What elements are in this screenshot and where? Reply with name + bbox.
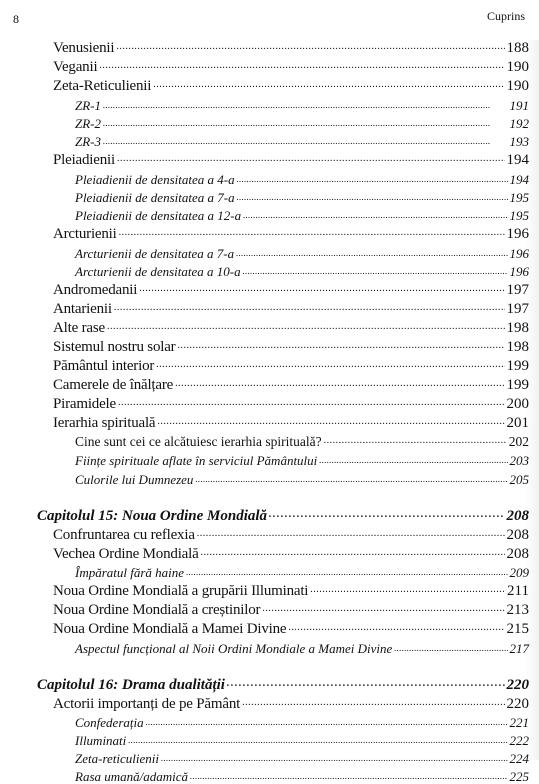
toc-entry [53,41,529,56]
toc-entry-page: 200 [506,396,529,412]
toc-entry-page: 196 [509,246,529,261]
leader-dots [177,341,504,351]
toc-entry-page: 224 [509,751,529,766]
toc-entry-title: Andromedanii [53,282,138,298]
toc-chapter [37,509,529,524]
leader-dots [190,771,507,781]
toc-entry-page: 195 [509,208,529,223]
leader-dots [195,474,507,484]
toc-entry-page: 198 [506,339,529,355]
toc-entry-page: 199 [506,377,529,393]
toc-entry-title: Pleiadienii de densitatea a 4-a [75,172,235,187]
toc-entry-title: Illuminati [75,733,127,748]
leader-dots [237,174,508,184]
leader-dots [262,604,504,614]
toc-entry-page: 190 [506,59,529,75]
running-head: Cuprins [486,9,525,23]
toc-entry-title: Antarienii [53,301,112,317]
toc-entry-page: 190 [506,78,529,94]
toc-entry-page: 202 [508,434,529,449]
toc-subentry [75,173,529,186]
page-header [0,0,539,30]
toc-entry-page: 192 [509,116,529,131]
toc-entry-title: Aspectul funcțional al Noii Ordini Mondiale a Mamei Divine [75,641,393,656]
toc-chapter [37,678,529,693]
toc-entry [53,378,529,393]
leader-dots [288,623,504,633]
toc-entry-page: 191 [509,98,529,113]
leader-dots [119,228,505,238]
toc-entry [53,416,529,431]
toc-entry-page: 199 [506,358,529,374]
toc-entry-page: 220 [506,696,529,712]
toc-entry-title: Noua Ordine Mondială a grupării Illuminati [53,583,309,599]
toc-entry-page: 209 [509,565,529,580]
toc-entry-page: 205 [509,472,529,487]
toc-subentry [75,135,529,148]
toc-entry [53,622,529,637]
toc-entry [53,302,529,317]
toc-entry-title: Camerele de înălțare [53,377,174,393]
leader-dots [237,192,508,202]
toc-entry-title: Piramidele [53,396,116,412]
leader-dots [139,284,504,294]
toc-entry-title: Cine sunt cei ce alcătuiesc ierarhia spirituală? [75,434,322,449]
toc-entry-title: Rasa umană/adamică [75,769,189,784]
toc-entry-title: Pleiadienii [53,152,115,168]
toc-entry-title: Culorile lui Dumnezeu [75,472,194,487]
toc-entry [53,60,529,75]
toc-entry-title: Ființe spirituale aflate în serviciul Pământului [75,453,318,468]
toc-entry-title: ZR-2 [75,116,101,131]
toc-entry-page: 194 [506,152,529,168]
toc-entry-title: Pământul interior [53,358,155,374]
leader-dots [103,136,508,146]
toc-entry-page: 197 [506,282,529,298]
toc-entry-page: 217 [509,641,529,656]
toc-entry-title: Venusienii [53,40,115,56]
toc-subentry [75,473,529,486]
toc-subentry [75,117,529,130]
leader-dots [161,753,508,763]
toc-entry-page: 196 [506,226,529,242]
leader-dots [117,154,505,164]
toc-entry-title: ZR-1 [75,98,101,113]
toc-entry [53,359,529,374]
toc-subentry [75,435,529,449]
toc-subentry [75,209,529,222]
leader-dots [128,735,507,745]
toc-entry-page: 208 [506,527,529,543]
toc-entry-page: 222 [509,733,529,748]
toc-entry [53,340,529,355]
toc-entry-title: Arcturienii de densitatea a 7-a [75,246,235,261]
toc-subentry [75,265,529,278]
toc-subentry [75,566,529,579]
toc-entry-page: 211 [507,583,529,599]
leader-dots [107,322,505,332]
leader-dots [310,585,505,595]
toc-entry [53,584,529,599]
toc-entry-title: ZR-3 [75,134,101,149]
toc-entry [53,397,529,412]
leader-dots [103,100,508,110]
leader-dots [243,210,507,220]
leader-dots [156,360,504,370]
toc-subentry [75,454,529,467]
toc-subentry [75,247,529,260]
toc-entry-title: Vechea Ordine Mondială [53,546,199,562]
toc-subentry [75,642,529,655]
leader-dots [243,266,508,276]
toc-entry-title: Veganii [53,59,98,75]
toc-entry-title: Confederația [75,715,144,730]
leader-dots [116,42,504,52]
toc-entry [53,227,529,242]
toc-entry [53,603,529,618]
toc-entry [53,153,529,168]
leader-dots [201,548,505,558]
toc-subentry [75,99,529,112]
page-number: 8 [13,12,19,26]
leader-dots [157,417,504,427]
toc-entry [53,321,529,336]
toc-entry-page: 188 [506,40,529,56]
leader-dots [114,303,505,313]
toc-entry-title: Arcturienii [53,226,117,242]
toc-entry-page: 194 [509,172,529,187]
toc-entry [53,79,529,94]
leader-dots [153,80,504,90]
toc-entry-title: Sistemul nostru solar [53,339,176,355]
toc-entry-title: Pleiadienii de densitatea a 12-a [75,208,242,223]
toc-entry-page: 213 [506,602,529,618]
toc-entry-title: Actorii importanți de pe Pământ [53,696,241,712]
toc-entry-title: Ierarhia spirituală [53,415,156,431]
toc-entry-page: 208 [506,546,529,562]
toc-entry-page: 220 [506,677,529,693]
toc-entry [53,697,529,712]
leader-dots [146,717,508,727]
toc-entry-page: 225 [509,769,529,784]
toc-entry-title: Noua Ordine Mondială a creștinilor [53,602,261,618]
toc-entry-title: Arcturienii de densitatea a 10-a [75,264,241,279]
leader-dots [394,643,507,653]
toc-entry-page: 196 [509,264,529,279]
leader-dots [242,698,504,708]
toc-subentry [75,752,529,765]
leader-dots [103,118,508,128]
toc-entry-title: Noua Ordine Mondială a Mamei Divine [53,621,287,637]
toc-entry-page: 201 [506,415,529,431]
toc-subentry [75,716,529,729]
toc-entry-page: 215 [506,621,529,637]
toc-entry-title: Confruntarea cu reflexia [53,527,195,543]
toc-entry-page: 198 [506,320,529,336]
toc-entry-page: 197 [506,301,529,317]
toc-entry-title: Zeta-reticulienii [75,751,159,766]
leader-dots [197,529,505,539]
leader-dots [319,455,507,465]
leader-dots [269,510,504,520]
leader-dots [118,398,505,408]
leader-dots [175,379,504,389]
toc-chapter-title: Capitolul 15: Noua Ordine Mondială [37,508,268,524]
toc-entry [53,528,529,543]
toc-subentry [75,191,529,204]
toc-chapter-title: Capitolul 16: Drama dualității [37,677,225,693]
toc-entry [53,547,529,562]
toc-entry-page: 195 [509,190,529,205]
leader-dots [186,567,507,577]
toc-subentry [75,734,529,747]
toc-entry-title: Zeta-Reticulienii [53,78,152,94]
toc-subentry [75,770,529,783]
leader-dots [324,436,507,446]
toc-entry [53,283,529,298]
leader-dots [99,61,504,71]
toc-entry-page: 193 [509,134,529,149]
toc-entry-title: Împăratul fără haine [75,565,185,580]
toc-entry-page: 221 [509,715,529,730]
toc-entry-page: 208 [506,508,529,524]
leader-dots [227,679,505,689]
leader-dots [236,248,507,258]
toc-entry-title: Alte rase [53,320,105,336]
toc-entry-title: Pleiadienii de densitatea a 7-a [75,190,235,205]
toc-entry-page: 203 [509,453,529,468]
